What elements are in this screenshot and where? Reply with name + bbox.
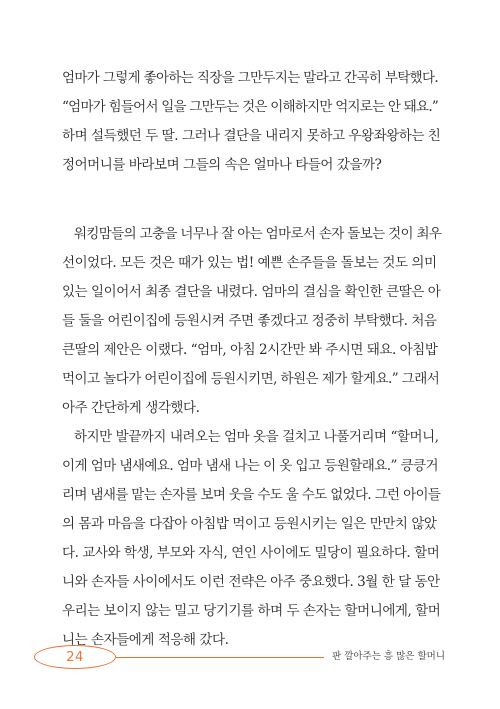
text-line: 큰딸의 제안은 이랬다. “엄마, 아침 2시간만 봐 주시면 돼요. 아침밥 bbox=[62, 342, 438, 358]
footer-rule bbox=[116, 657, 324, 658]
text-line: 리며 냄새를 맡는 손자를 보며 웃을 수도 울 수도 없었다. 그런 아이들 bbox=[62, 487, 441, 503]
page-number-badge bbox=[34, 645, 116, 669]
text-line: 의 몸과 마음을 다잡아 아침밥 먹이고 등원시키는 일은 만만치 않았 bbox=[62, 516, 437, 532]
text-line: 하지만 발끝까지 내려오는 엄마 옷을 걸치고 나풀거리며 “할머니, bbox=[74, 429, 439, 445]
body-text bbox=[62, 64, 441, 655]
text-line: 니와 손자들 사이에서도 이런 전략은 아주 중요했다. 3월 한 달 동안 bbox=[62, 574, 440, 590]
text-line: 이게 엄마 냄새예요. 엄마 냄새 나는 이 옷 입고 등원할래요.” 킁킁거 bbox=[62, 458, 439, 474]
text-line: “엄마가 힘들어서 일을 그만두는 것은 이해하지만 억지로는 안 돼요.” bbox=[62, 99, 439, 115]
text-line: 우리는 보이지 않는 밀고 당기기를 하며 두 손자는 할머니에게, 할머 bbox=[62, 603, 441, 619]
paragraph-gap bbox=[62, 180, 441, 220]
text-line: 엄마가 그렇게 좋아하는 직장을 그만두지는 말라고 간곡히 부탁했다. bbox=[62, 70, 439, 86]
text-line: 정어머니를 바라보며 그들의 속은 얼마나 타들어 갔을까? bbox=[62, 157, 382, 173]
text-line: 아주 간단하게 생각했다. bbox=[62, 400, 200, 416]
text-line: 있는 일이어서 최종 결단을 내렸다. 엄마의 결심을 확인한 큰딸은 아 bbox=[62, 284, 441, 300]
text-line: 하며 설득했던 두 딸. 그러나 결단을 내리지 못하고 우왕좌왕하는 친 bbox=[62, 128, 441, 144]
running-title: 판 깔아주는 흥 많은 할머니 bbox=[332, 651, 446, 662]
text-line: 워킹맘들의 고충을 너무나 잘 아는 엄마로서 손자 돌보는 것이 최우 bbox=[74, 226, 442, 242]
text-line: 선이었다. 모든 것은 때가 있는 법! 예쁜 손주들을 돌보는 것도 의미 bbox=[62, 255, 437, 271]
text-line: 니는 손자들에게 적응해 갔다. bbox=[62, 632, 229, 648]
text-line: 들 둘을 어린이집에 등원시켜 주면 좋겠다고 정중히 부탁했다. 처음 bbox=[62, 313, 437, 329]
text-line: 다. 교사와 학생, 부모와 자식, 연인 사이에도 밀당이 필요하다. 할머 bbox=[62, 545, 440, 561]
page-number: 24 bbox=[66, 649, 84, 665]
text-line: 먹이고 놀다가 어린이집에 등원시키면, 하원은 제가 할게요.” 그래서 bbox=[62, 371, 440, 387]
